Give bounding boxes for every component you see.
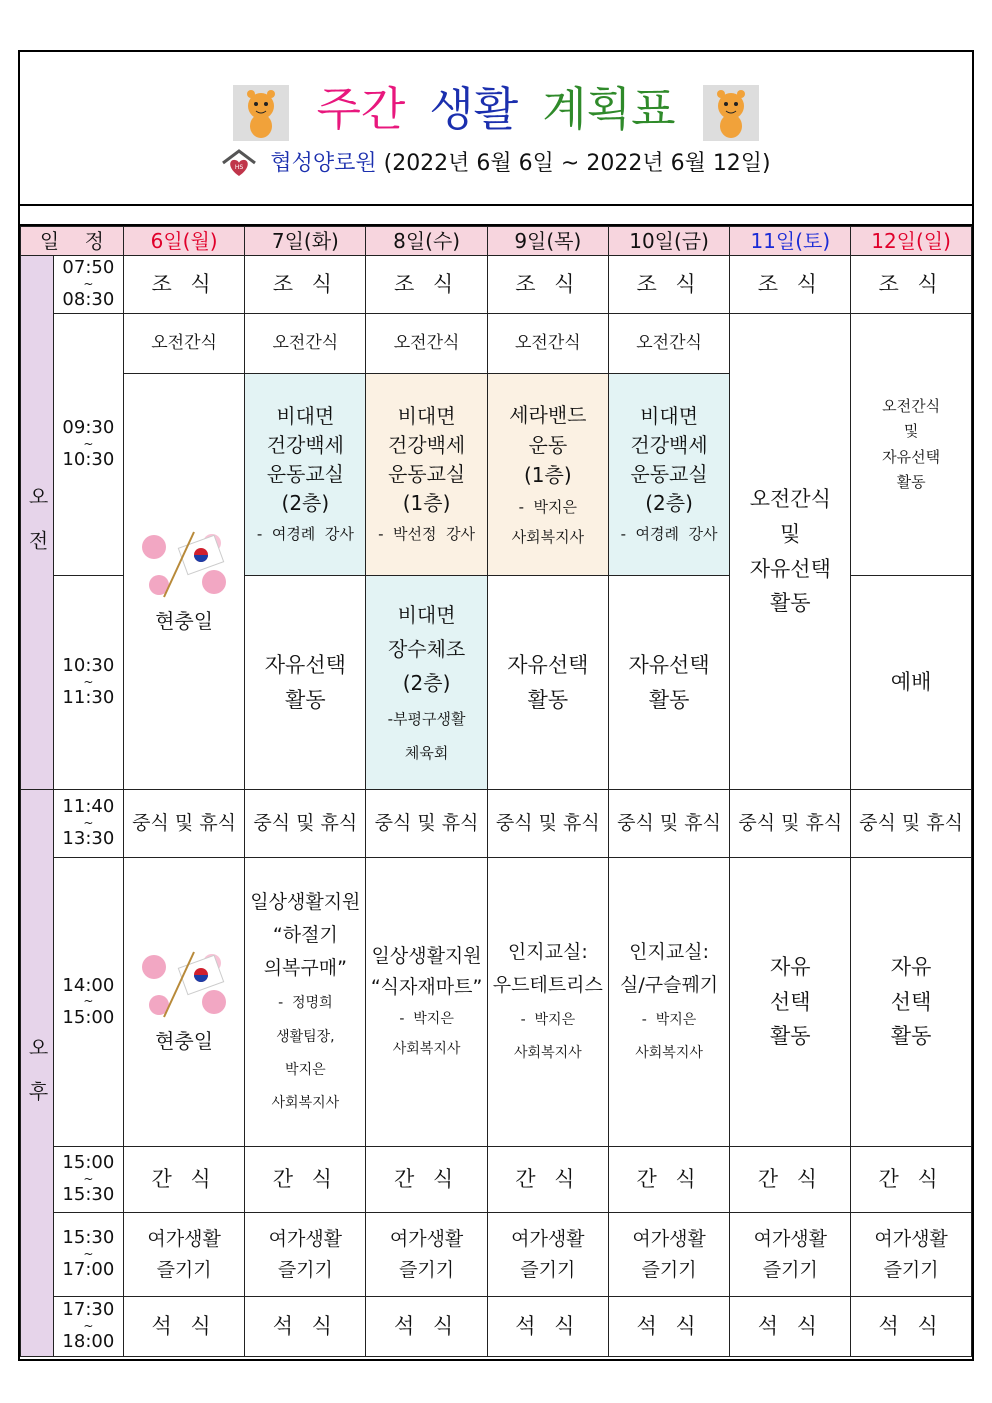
sat-am-activity: 오전간식 및 자유선택 활동	[730, 314, 851, 790]
dinner-cell: 석 식	[123, 1297, 245, 1357]
dinner-cell: 석 식	[608, 1297, 730, 1357]
time-cell: 07:50 ~ 08:30	[54, 256, 124, 314]
snack-cell: 간 식	[245, 1147, 366, 1213]
table-row	[21, 858, 972, 1147]
title-word-2: 생활	[429, 82, 519, 136]
table-row	[21, 314, 972, 374]
pm-label: 오 후	[21, 790, 54, 1357]
breakfast-cell: 조 식	[730, 256, 851, 314]
table-row	[21, 1213, 972, 1297]
dinner-cell: 석 식	[366, 1297, 488, 1357]
lunch-cell: 중식 및 휴식	[730, 790, 851, 858]
dinner-cell: 석 식	[487, 1297, 608, 1357]
korean-flag-flowers-icon	[134, 527, 234, 599]
morning-snack-cell: 오전간식	[487, 314, 608, 374]
time-cell: 09:30 ~ 10:30	[54, 314, 124, 576]
leisure-cell: 여가생활 즐기기	[730, 1213, 851, 1297]
leisure-cell: 여가생활 즐기기	[608, 1213, 730, 1297]
snack-cell: 간 식	[608, 1147, 730, 1213]
leisure-cell: 여가생활 즐기기	[123, 1213, 245, 1297]
day-sat: 11일(토)	[730, 227, 851, 256]
schedule-label: 일 정	[21, 227, 124, 256]
fri-pm-program: 인지교실: 실/구슬꿰기 - 박지은 사회복지사	[608, 858, 730, 1147]
breakfast-cell: 조 식	[487, 256, 608, 314]
table-row	[21, 1147, 972, 1213]
day-sun: 12일(일)	[851, 227, 972, 256]
leisure-cell: 여가생활 즐기기	[245, 1213, 366, 1297]
leisure-cell: 여가생활 즐기기	[851, 1213, 972, 1297]
breakfast-cell: 조 식	[851, 256, 972, 314]
thu-free-activity: 자유선택 활동	[487, 576, 608, 790]
mon-holiday-cell: 현충일	[123, 374, 245, 790]
breakfast-cell: 조 식	[366, 256, 488, 314]
table-row	[21, 790, 972, 858]
morning-snack-cell: 오전간식	[123, 314, 245, 374]
schedule-frame	[18, 50, 974, 1361]
wed-am-program: 비대면 건강백세 운동교실 (1층) - 박선정 강사	[366, 374, 488, 576]
organization-name: 협성양로원	[270, 151, 377, 176]
day-thu: 9일(목)	[487, 227, 608, 256]
lunch-cell: 중식 및 휴식	[123, 790, 245, 858]
snack-cell: 간 식	[123, 1147, 245, 1213]
day-wed: 8일(수)	[366, 227, 488, 256]
korean-flag-flowers-icon	[134, 947, 234, 1019]
tiger-mascot-icon	[702, 84, 760, 142]
morning-snack-cell: 오전간식	[366, 314, 488, 374]
sun-pm-activity: 자유 선택 활동	[851, 858, 972, 1147]
time-cell: 17:30 ~ 18:00	[54, 1297, 124, 1357]
mon-holiday-pm-cell: 현충일	[123, 858, 245, 1147]
header-row	[21, 227, 972, 256]
thu-am-program: 세라밴드 운동 (1층) - 박지은 사회복지사	[487, 374, 608, 576]
time-cell: 10:30 ~ 11:30	[54, 576, 124, 790]
time-cell: 15:30 ~ 17:00	[54, 1213, 124, 1297]
table-row	[21, 1297, 972, 1357]
time-cell: 14:00 ~ 15:00	[54, 858, 124, 1147]
home-heart-logo	[221, 149, 257, 179]
dinner-cell: 석 식	[245, 1297, 366, 1357]
sun-worship: 예배	[851, 576, 972, 790]
lunch-cell: 중식 및 휴식	[366, 790, 488, 858]
sun-am-activity: 오전간식 및 자유선택 활동	[851, 314, 972, 576]
time-cell: 15:00 ~ 15:30	[54, 1147, 124, 1213]
am-label: 오 전	[21, 256, 54, 790]
thu-pm-program: 인지교실: 우드테트리스 - 박지은 사회복지사	[487, 858, 608, 1147]
time-cell: 11:40 ~ 13:30	[54, 790, 124, 858]
table-row	[21, 256, 972, 314]
page-title	[20, 76, 972, 142]
subtitle	[20, 144, 972, 184]
snack-cell: 간 식	[487, 1147, 608, 1213]
lunch-cell: 중식 및 휴식	[245, 790, 366, 858]
document-header	[20, 52, 972, 206]
lunch-cell: 중식 및 휴식	[851, 790, 972, 858]
snack-cell: 간 식	[366, 1147, 488, 1213]
morning-snack-cell: 오전간식	[608, 314, 730, 374]
tue-free-activity: 자유선택 활동	[245, 576, 366, 790]
lunch-cell: 중식 및 휴식	[608, 790, 730, 858]
snack-cell: 간 식	[851, 1147, 972, 1213]
wed-late-program: 비대면 장수체조 (2층) -부평구생활 체육회	[366, 576, 488, 790]
breakfast-cell: 조 식	[608, 256, 730, 314]
dinner-cell: 석 식	[851, 1297, 972, 1357]
leisure-cell: 여가생활 즐기기	[366, 1213, 488, 1297]
breakfast-cell: 조 식	[245, 256, 366, 314]
day-mon: 6일(월)	[123, 227, 245, 256]
fri-am-program: 비대면 건강백세 운동교실 (2층) - 여경례 강사	[608, 374, 730, 576]
tue-pm-program: 일상생활지원 “하절기 의복구매” - 정명희 생활팀장, 박지은 사회복지사	[245, 858, 366, 1147]
lunch-cell: 중식 및 휴식	[487, 790, 608, 858]
snack-cell: 간 식	[730, 1147, 851, 1213]
title-word-3: 계획표	[542, 82, 676, 136]
day-fri: 10일(금)	[608, 227, 730, 256]
header-spacer	[20, 204, 972, 226]
svg-text:HS: HS	[235, 164, 244, 171]
date-range: (2022년 6월 6일 ~ 2022년 6월 12일)	[383, 151, 771, 176]
fri-free-activity: 자유선택 활동	[608, 576, 730, 790]
breakfast-cell: 조 식	[123, 256, 245, 314]
leisure-cell: 여가생활 즐기기	[487, 1213, 608, 1297]
sat-pm-activity: 자유 선택 활동	[730, 858, 851, 1147]
tue-am-program: 비대면 건강백세 운동교실 (2층) - 여경례 강사	[245, 374, 366, 576]
wed-pm-program: 일상생활지원 “식자재마트” - 박지은 사회복지사	[366, 858, 488, 1147]
morning-snack-cell: 오전간식	[245, 314, 366, 374]
tiger-mascot-icon	[232, 84, 290, 142]
weekly-schedule-table	[20, 226, 972, 1357]
dinner-cell: 석 식	[730, 1297, 851, 1357]
day-tue: 7일(화)	[245, 227, 366, 256]
title-word-1: 주간	[316, 82, 406, 136]
